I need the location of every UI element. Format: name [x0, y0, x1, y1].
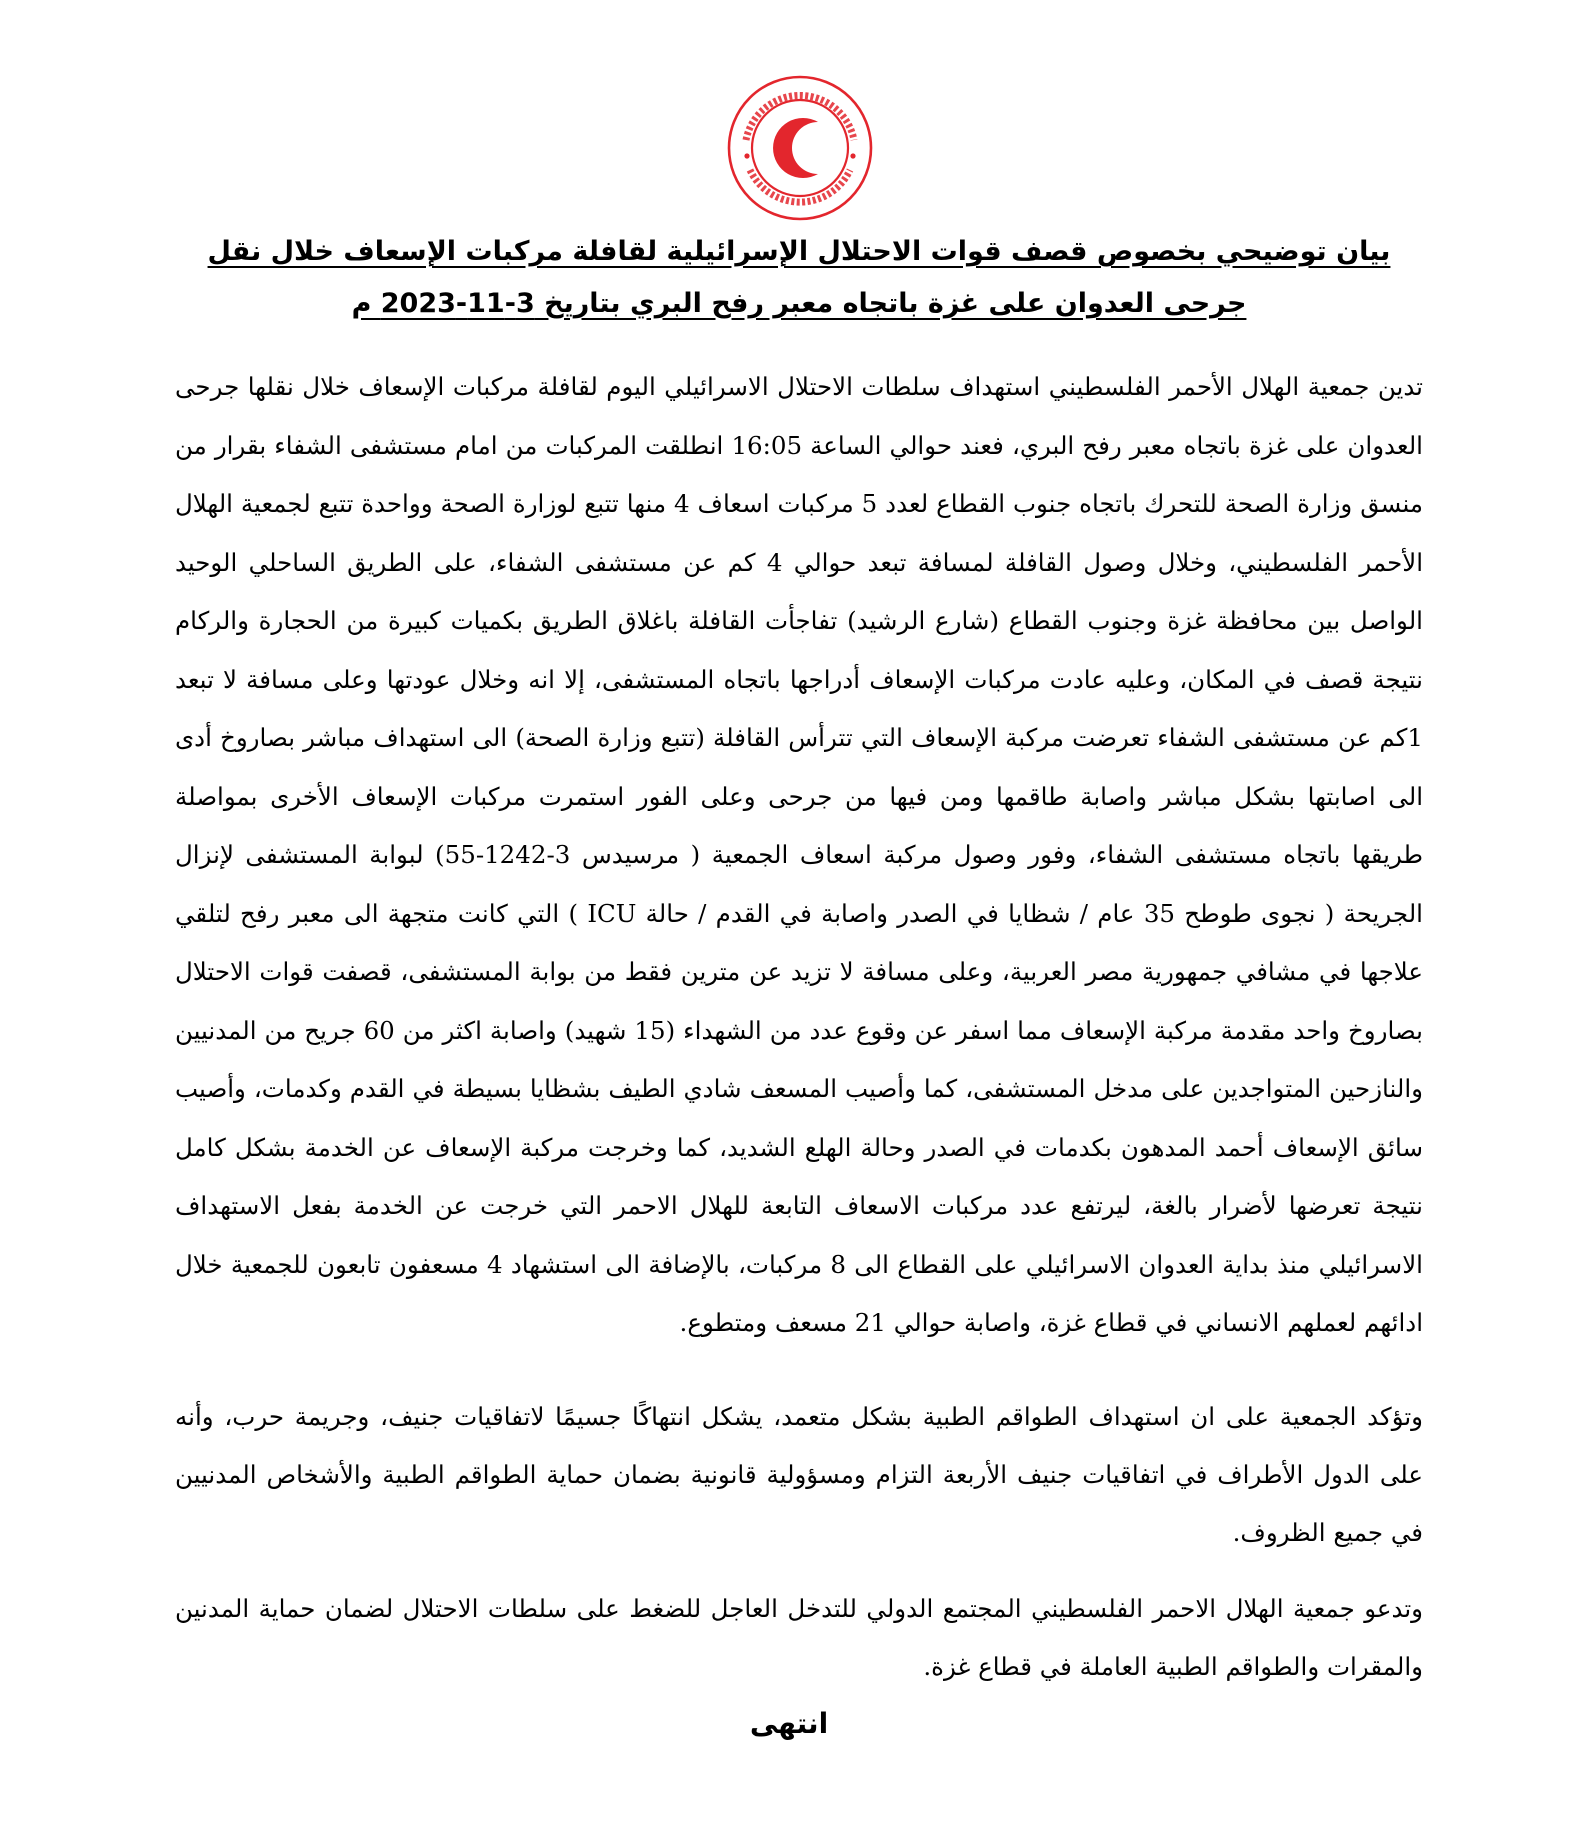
statement-paragraph-incident: تدين جمعية الهلال الأحمر الفلسطيني استهداف سلطات الاحتلال الاسرائيلي اليوم لقافلة مركبات الإسعاف خلال نقلها جرحى العدوان على غزة باتجاه معبر رفح البري، فعند حوالي الساعة 16:05 انطلقت المركبات من امام مستشفى الشفاء بقرار من منسق وزارة الصحة للتحرك باتجاه جنوب القطاع لعدد 5 مركبات اسعاف 4 منها تتبع لوزارة الصحة وواحدة تتبع لجمعية الهلال الأحمر الفلسطيني، وخلال وصول القافلة لمسافة تبعد حوالي 4 كم عن مستشفى الشفاء، على الطريق الساحلي الوحيد الواصل بين محافظة غزة وجنوب القطاع (شارع الرشيد) تفاجأت القافلة باغلاق الطريق بكميات كبيرة من الحجارة والركام نتيجة قصف في المكان، وعليه عادت مركبات الإسعاف أدراجها باتجاه المستشفى، إلا انه وخلال عودتها وعلى مسافة لا تبعد 1كم عن مستشفى الشفاء تعرضت مركبة الإسعاف التي تترأس القافلة (تتبع وزارة الصحة) الى استهداف مباشر بصاروخ أدى الى اصابتها بشكل مباشر واصابة طاقمها ومن فيها من جرحى وعلى الفور استمرت مركبات الإسعاف الأخرى بمواصلة طريقها باتجاه مستشفى الشفاء، وفور وصول مركبة اسعاف الجمعية ( مرسيدس 3-1242-55) لبوابة المستشفى لإنزال الجريحة ( نجوى طوطح 35 عام / شظايا في الصدر واصابة في القدم / حالة ICU ) التي كانت متجهة الى معبر رفح لتلقي علاجها في مشافي جمهورية مصر العربية، وعلى مسافة لا تزيد عن مترين فقط من بوابة المستشفى، قصفت قوات الاحتلال بصاروخ واحد مقدمة مركبة الإسعاف مما اسفر عن وقوع عدد من الشهداء (15 شهيد) واصابة اكثر من 60 جريح من المدنيين والنازحين المتواجدين على مدخل المستشفى، كما وأصيب المسعف شادي الطيف بشظايا بسيطة في القدم وكدمات، وأصيب سائق الإسعاف أحمد المدهون بكدمات في الصدر وحالة الهلع الشديد، كما وخرجت مركبة الإسعاف عن الخدمة بشكل كامل نتيجة تعرضها لأضرار بالغة، ليرتفع عدد مركبات الاسعاف التابعة للهلال الاحمر التي خرجت عن الخدمة بفعل الاستهداف الاسرائيلي منذ بداية العدوان الاسرائيلي على القطاع الى 8 مركبات، بالإضافة الى استشهاد 4 مسعفون تابعون للجمعية خلال ادائهم لعملهم الانساني في قطاع غزة، واصابة حوالي 21 مسعف ومتطوع.: [175, 372, 1423, 1337]
red-crescent-logo: [726, 74, 874, 222]
statement-paragraph-appeal: وتدعو جمعية الهلال الاحمر الفلسطيني المجتمع الدولي للتدخل العاجل للضغط على سلطات الاحتلال لضمان حماية المدنين والمقرات والطواقم الطبية العاملة في قطاع غزة.: [175, 1594, 1423, 1681]
statement-end: انتهى: [749, 1707, 829, 1740]
statement-paragraph-geneva: وتؤكد الجمعية على ان استهداف الطواقم الطبية بشكل متعمد، يشكل انتهاكًا جسيمًا لاتفاقيات جنيف، وجريمة حرب، وأنه على الدول الأطراف في اتفاقيات جنيف الأربعة التزام ومسؤولية قانونية بضمان حماية الطواقم الطبية والأشخاص المدنيين في جميع الظروف.: [175, 1402, 1423, 1547]
statement-title: بيان توضيحي بخصوص قصف قوات الاحتلال الإسرائيلية لقافلة مركبات الإسعاف خلال نقل جرحى العدوان على غزة باتجاه معبر رفح البري بتاريخ 3-11-2023 م: [207, 236, 1391, 319]
